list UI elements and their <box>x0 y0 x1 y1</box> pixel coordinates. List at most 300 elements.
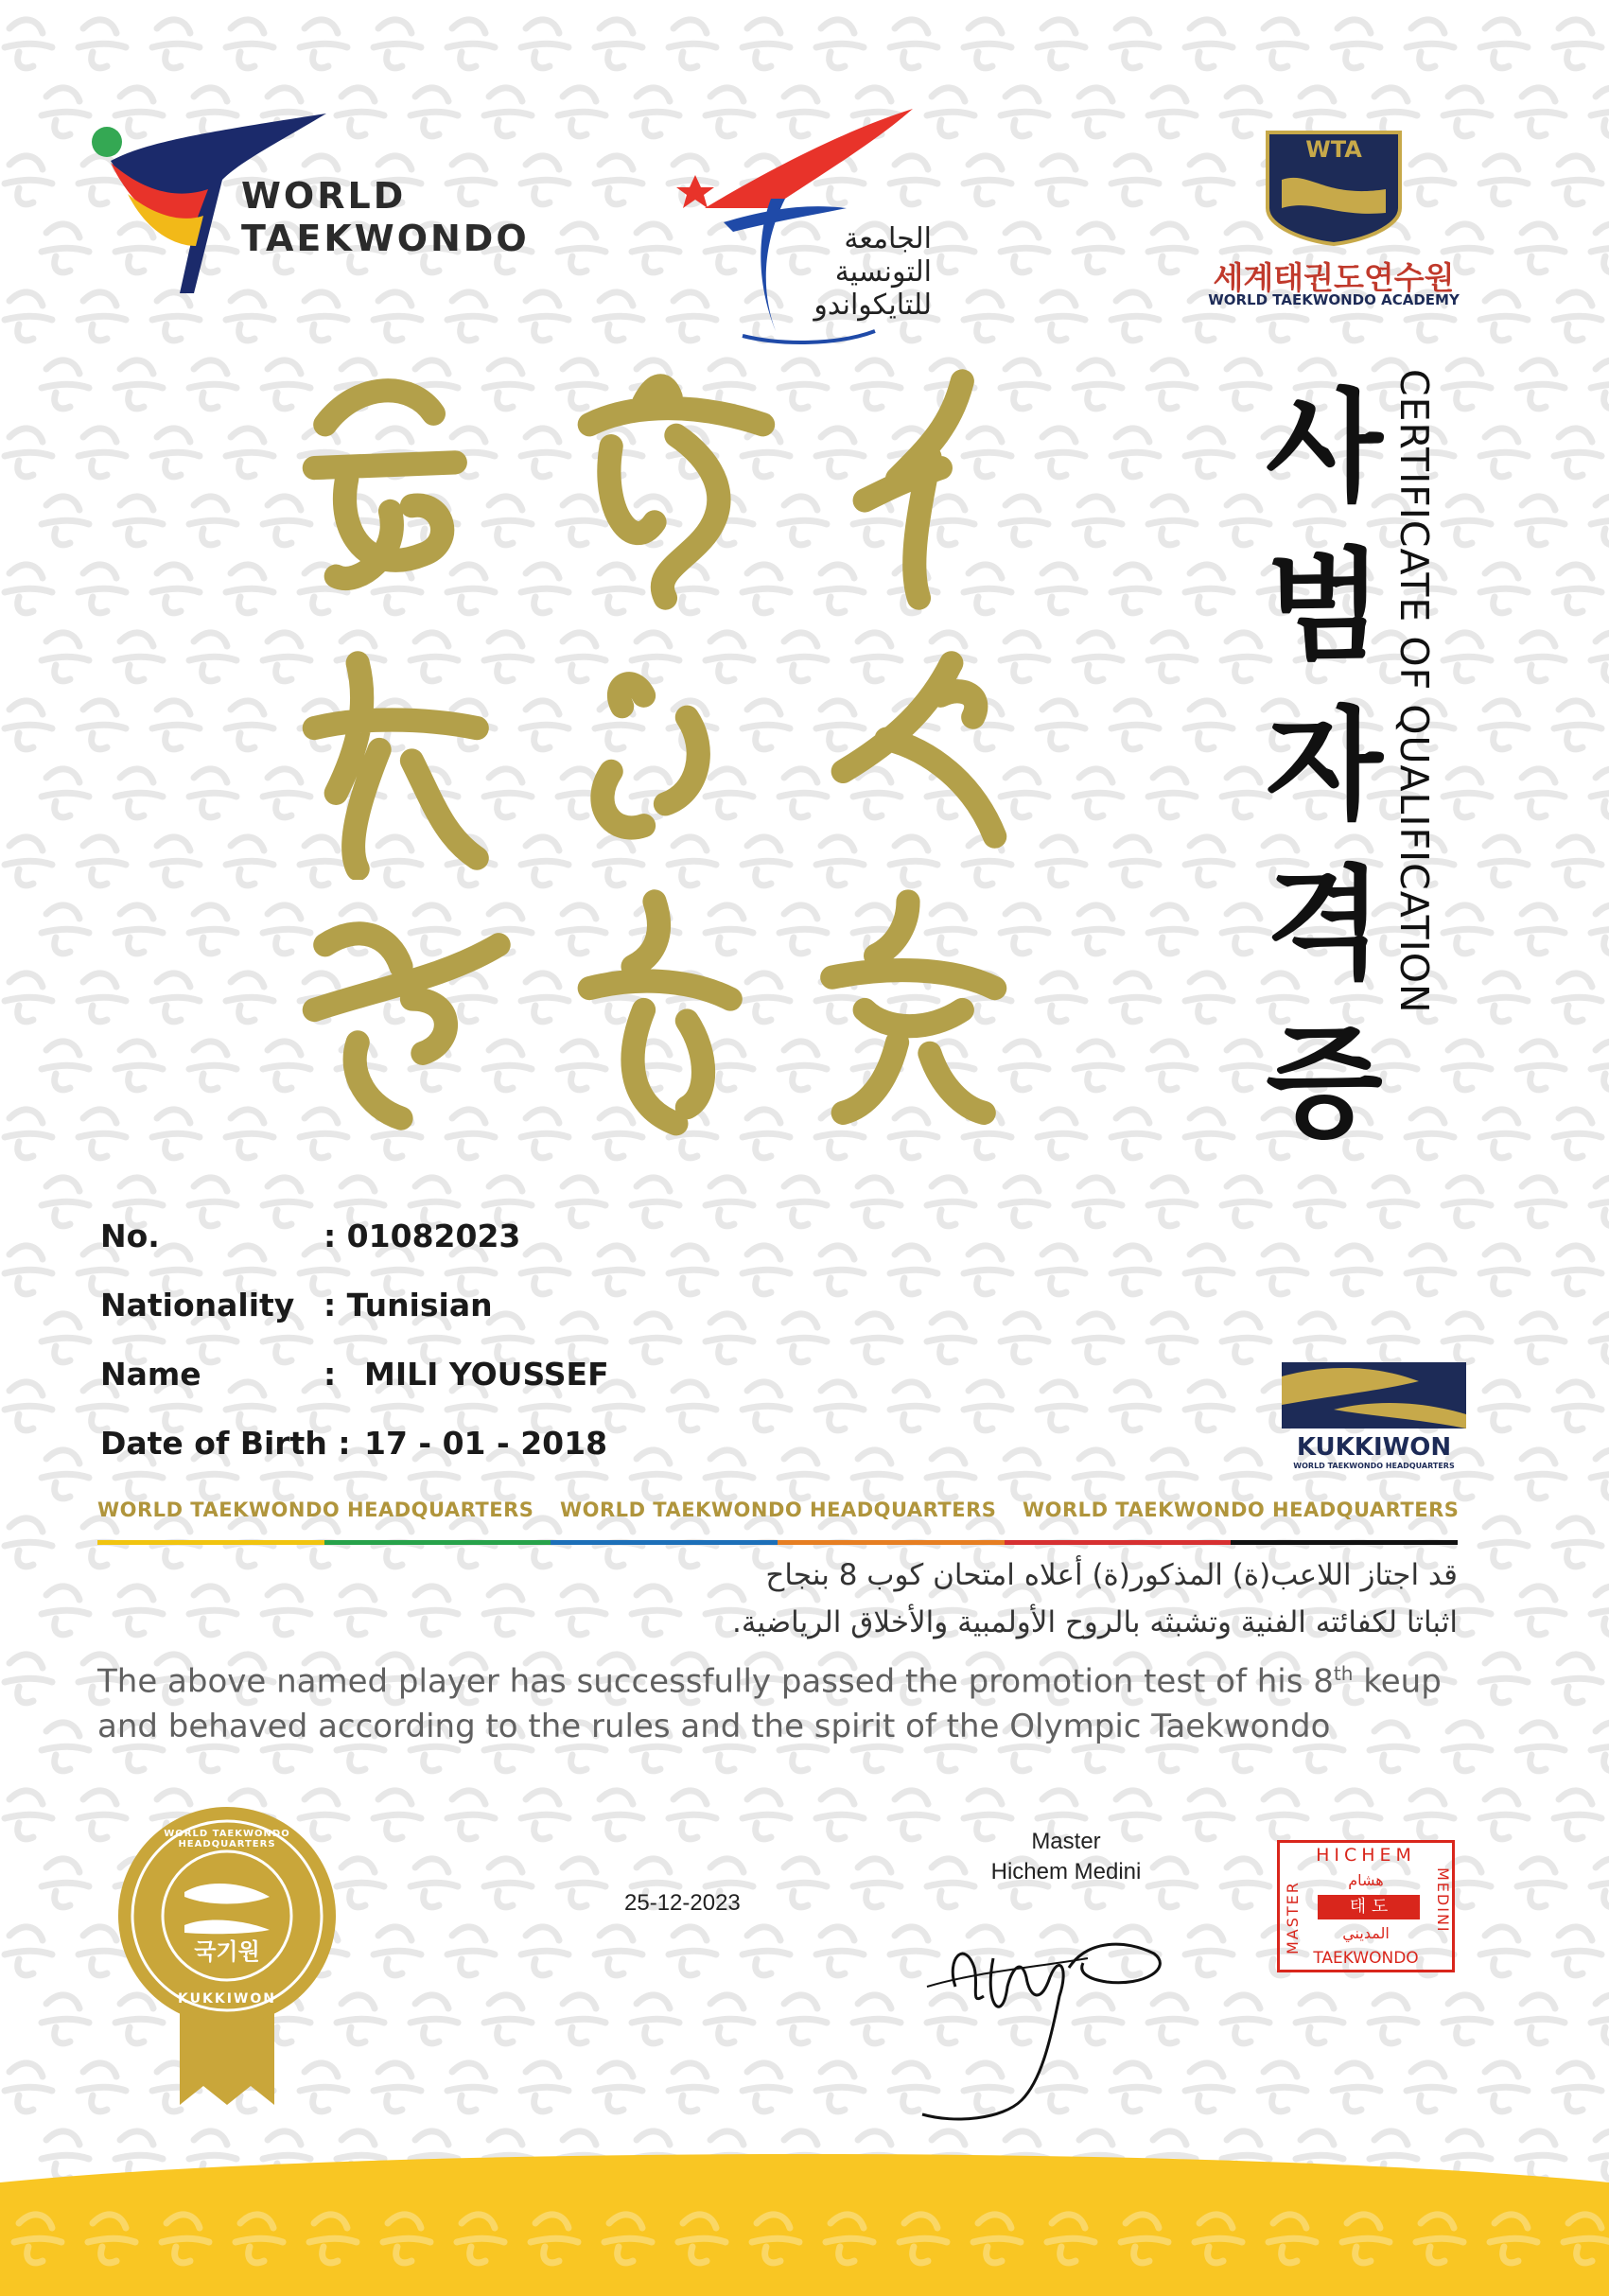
watermark-figure <box>1144 759 1200 825</box>
watermark-figure <box>1586 1167 1609 1234</box>
watermark-figure <box>1107 827 1163 893</box>
watermark-figure <box>1439 1167 1495 1234</box>
watermark-figure <box>0 146 57 212</box>
watermark-figure <box>1513 1576 1569 1642</box>
watermark-figure <box>664 1780 721 1847</box>
watermark-figure <box>812 9 868 76</box>
watermark-figure <box>0 554 57 621</box>
footer-watermark-figure <box>231 2204 288 2270</box>
watermark-figure <box>332 1985 389 2051</box>
watermark-figure <box>37 1304 94 1370</box>
tunisian-federation-logo <box>667 104 951 350</box>
watermark-figure <box>1476 1644 1532 1710</box>
watermark-figure <box>1549 1372 1606 1438</box>
watermark-figure <box>1476 1099 1532 1166</box>
watermark-figure <box>184 759 241 825</box>
watermark-figure <box>0 1236 57 1302</box>
master-stamp <box>1277 1840 1455 1972</box>
certificate-date: 25-12-2023 <box>624 1890 741 1916</box>
watermark-figure <box>1586 1712 1609 1779</box>
watermark-figure <box>0 418 57 484</box>
watermark-figure <box>184 895 241 961</box>
watermark-figure <box>1549 9 1606 76</box>
dob-value: 17 - 01 - 2018 <box>364 1425 608 1462</box>
watermark-figure <box>1513 1985 1569 2051</box>
watermark-figure <box>590 2053 647 2119</box>
watermark-figure <box>111 486 167 552</box>
watermark-figure <box>1254 2053 1311 2119</box>
watermark-figure <box>369 2053 426 2119</box>
watermark-figure <box>480 1849 536 1915</box>
watermark-figure <box>701 1985 758 2051</box>
watermark-figure <box>1586 1849 1609 1915</box>
watermark-figure <box>1254 1780 1311 1847</box>
watermark-figure <box>0 1780 57 1847</box>
watermark-figure <box>0 282 57 348</box>
watermark-figure <box>1033 554 1090 621</box>
watermark-figure <box>148 1099 204 1166</box>
watermark-figure <box>1586 1576 1609 1642</box>
color-bar-segment <box>324 1540 551 1545</box>
footer-watermark-figure <box>1042 2204 1099 2270</box>
watermark-figure <box>959 282 1016 348</box>
footer-watermark-figure <box>1264 2204 1320 2270</box>
footer-watermark-figure <box>157 2204 214 2270</box>
watermark-figure <box>1365 1985 1422 2051</box>
footer-watermark-figure <box>83 2204 140 2270</box>
watermark-figure <box>812 2053 868 2119</box>
watermark-figure <box>664 1372 721 1438</box>
watermark-figure <box>1070 759 1127 825</box>
watermark-figure <box>996 78 1053 144</box>
watermark-figure <box>553 1576 610 1642</box>
footer-watermark-figure <box>1338 2204 1394 2270</box>
watermark-figure <box>885 9 942 76</box>
watermark-figure <box>885 1236 942 1302</box>
watermark-figure <box>1144 1304 1200 1370</box>
watermark-figure <box>1328 2053 1385 2119</box>
watermark-figure <box>111 622 167 689</box>
watermark-figure <box>1513 1712 1569 1779</box>
watermark-figure <box>590 1780 647 1847</box>
stamp-arabic-bottom: المديني <box>1342 1924 1390 1942</box>
watermark-figure <box>0 1644 57 1710</box>
watermark-figure <box>1365 1167 1422 1234</box>
watermark-figure <box>922 1167 979 1234</box>
title-english: CERTIFICATE OF QUALIFICATION <box>1391 369 1437 1014</box>
nationality-value: : Tunisian <box>324 1287 493 1323</box>
stamp-bottom: TAEKWONDO <box>1313 1949 1419 1968</box>
watermark-figure <box>1513 1849 1569 1915</box>
calligraphy-figure <box>528 620 781 880</box>
watermark-figure <box>1402 1780 1459 1847</box>
watermark-figure <box>1402 1099 1459 1166</box>
watermark-figure <box>1586 486 1609 552</box>
watermark-figure <box>996 1304 1053 1370</box>
stamp-center: 태 도 <box>1318 1895 1420 1919</box>
watermark-figure <box>1033 1099 1090 1166</box>
watermark-figure <box>295 9 352 76</box>
watermark-figure <box>369 1780 426 1847</box>
watermark-figure <box>553 1985 610 2051</box>
watermark-figure <box>738 1236 795 1302</box>
title-korean-char: 증 <box>1266 1013 1383 1154</box>
watermark-figure <box>996 1167 1053 1234</box>
watermark-figure <box>1513 895 1569 961</box>
watermark-figure <box>1291 1985 1348 2051</box>
color-bar-segment <box>97 1540 324 1545</box>
watermark-figure <box>37 1985 94 2051</box>
watermark-figure <box>221 1099 278 1166</box>
watermark-figure <box>1586 1304 1609 1370</box>
watermark-figure <box>812 1780 868 1847</box>
watermark-figure <box>1070 622 1127 689</box>
watermark-figure <box>1439 895 1495 961</box>
watermark-figure <box>1070 1440 1127 1506</box>
watermark-figure <box>885 1372 942 1438</box>
calligraphy-figure <box>274 620 528 880</box>
watermark-figure <box>590 1236 647 1302</box>
signature <box>918 1902 1182 2129</box>
stamp-arabic-top: هشام <box>1348 1871 1384 1889</box>
watermark-figure <box>1181 963 1237 1029</box>
watermark-figure <box>1033 9 1090 76</box>
stamp-right: MEDINI <box>1434 1867 1452 1934</box>
calligraphy-figure <box>781 359 1035 620</box>
watermark-figure <box>37 486 94 552</box>
watermark-figure <box>1107 282 1163 348</box>
watermark-figure <box>37 1576 94 1642</box>
watermark-figure <box>516 1236 573 1302</box>
footer-watermark-figure <box>821 2204 878 2270</box>
watermark-figure <box>848 1167 905 1234</box>
no-label: No. <box>100 1218 160 1254</box>
kukkiwon-sub: WORLD TAEKWONDO HEADQUARTERS <box>1293 1462 1455 1470</box>
watermark-figure <box>221 691 278 757</box>
watermark-figure <box>1217 1167 1274 1234</box>
watermark-figure <box>74 691 131 757</box>
watermark-figure <box>74 827 131 893</box>
watermark-figure <box>590 1917 647 1983</box>
watermark-figure <box>37 622 94 689</box>
watermark-figure <box>1513 214 1569 280</box>
watermark-figure <box>0 691 57 757</box>
watermark-figure <box>369 1917 426 1983</box>
watermark-figure <box>1107 1099 1163 1166</box>
watermark-figure <box>37 1167 94 1234</box>
watermark-figure <box>1144 1031 1200 1097</box>
watermark-figure <box>148 963 204 1029</box>
watermark-figure <box>1144 622 1200 689</box>
watermark-figure <box>443 1780 499 1847</box>
watermark-figure <box>1070 895 1127 961</box>
watermark-figure <box>406 1985 463 2051</box>
watermark-figure <box>443 1917 499 1983</box>
watermark-figure <box>848 1849 905 1915</box>
watermark-figure <box>775 1304 831 1370</box>
watermark-figure <box>221 418 278 484</box>
watermark-figure <box>1107 691 1163 757</box>
watermark-figure <box>516 9 573 76</box>
watermark-figure <box>258 1576 315 1642</box>
watermark-figure <box>1476 418 1532 484</box>
watermark-figure <box>1549 1236 1606 1302</box>
watermark-figure <box>443 9 499 76</box>
watermark-figure <box>37 350 94 416</box>
wt-line2: TAEKWONDO <box>241 218 530 259</box>
watermark-figure <box>0 1508 57 1574</box>
watermark-figure <box>1549 2053 1606 2119</box>
watermark-figure <box>74 418 131 484</box>
watermark-figure <box>1586 1031 1609 1097</box>
watermark-figure <box>1476 554 1532 621</box>
watermark-figure <box>1181 1780 1237 1847</box>
footer-watermark-figure <box>1190 2204 1247 2270</box>
watermark-figure <box>1476 1372 1532 1438</box>
watermark-figure <box>1181 1099 1237 1166</box>
watermark-figure <box>0 1917 57 1983</box>
watermark-figure <box>221 554 278 621</box>
stamp-top: HICHEM <box>1316 1845 1416 1866</box>
watermark-figure <box>221 963 278 1029</box>
footer-watermark-figure <box>1411 2204 1468 2270</box>
watermark-figure <box>0 963 57 1029</box>
watermark-figure <box>148 418 204 484</box>
watermark-figure <box>1070 350 1127 416</box>
color-bar-segment <box>1231 1540 1458 1545</box>
watermark-figure <box>1549 418 1606 484</box>
watermark-figure <box>406 1576 463 1642</box>
watermark-figure <box>1181 9 1237 76</box>
watermark-figure <box>184 1167 241 1234</box>
watermark-figure <box>1476 691 1532 757</box>
watermark-figure <box>1070 1031 1127 1097</box>
watermark-figure <box>1070 486 1127 552</box>
watermark-figure <box>184 1576 241 1642</box>
watermark-figure <box>848 1985 905 2051</box>
footer-pattern <box>0 2176 1609 2296</box>
watermark-figure <box>1476 9 1532 76</box>
watermark-figure <box>885 1780 942 1847</box>
watermark-figure <box>1144 895 1200 961</box>
watermark-figure <box>1070 1304 1127 1370</box>
watermark-figure <box>664 1917 721 1983</box>
watermark-figure <box>1217 1440 1274 1506</box>
watermark-figure <box>1549 1780 1606 1847</box>
watermark-figure <box>1586 895 1609 961</box>
watermark-figure <box>1217 1849 1274 1915</box>
watermark-figure <box>1549 691 1606 757</box>
watermark-figure <box>1217 1985 1274 2051</box>
watermark-figure <box>1181 418 1237 484</box>
watermark-figure <box>1107 554 1163 621</box>
watermark-figure <box>627 1167 684 1234</box>
watermark-figure <box>996 214 1053 280</box>
footer-watermark-figure <box>526 2204 583 2270</box>
master-name: Hichem Medini <box>990 1859 1142 1884</box>
ttf-line2: التونسية <box>834 255 932 289</box>
color-bar-segment <box>1005 1540 1232 1545</box>
watermark-figure <box>627 1304 684 1370</box>
watermark-figure <box>74 554 131 621</box>
watermark-figure <box>1107 418 1163 484</box>
watermark-figure <box>775 1985 831 2051</box>
watermark-figure <box>1549 282 1606 348</box>
watermark-figure <box>1476 1917 1532 1983</box>
watermark-figure <box>184 622 241 689</box>
watermark-figure <box>332 1576 389 1642</box>
footer-watermark-figure <box>895 2204 952 2270</box>
watermark-figure <box>1476 2053 1532 2119</box>
watermark-figure <box>1513 78 1569 144</box>
dob-label: Date of Birth : <box>100 1425 351 1462</box>
calligraphy-figures <box>274 359 1031 1145</box>
watermark-figure <box>738 2053 795 2119</box>
watermark-figure <box>1181 1236 1237 1302</box>
watermark-figure <box>184 350 241 416</box>
watermark-figure <box>516 2053 573 2119</box>
kukkiwon-name: KUKKIWON <box>1296 1433 1452 1462</box>
watermark-figure <box>701 1304 758 1370</box>
watermark-figure <box>516 1917 573 1983</box>
watermark-figure <box>701 1440 758 1506</box>
footer-watermark-figure <box>600 2204 656 2270</box>
watermark-figure <box>1070 214 1127 280</box>
name-colon: : <box>324 1356 337 1393</box>
watermark-figure <box>1107 9 1163 76</box>
watermark-figure <box>1144 350 1200 416</box>
watermark-figure <box>553 1849 610 1915</box>
watermark-figure <box>922 1440 979 1506</box>
title-korean-char: 자 <box>1266 695 1383 836</box>
kukkiwon-logo <box>1277 1358 1471 1471</box>
watermark-figure <box>221 9 278 76</box>
watermark-figure <box>74 9 131 76</box>
watermark-figure <box>922 1304 979 1370</box>
watermark-figure <box>1476 1236 1532 1302</box>
footer-watermark-figure <box>673 2204 730 2270</box>
watermark-figure <box>111 759 167 825</box>
watermark-figure <box>1513 1031 1569 1097</box>
watermark-figure <box>1070 1167 1127 1234</box>
english-line-1 <box>97 1662 1442 1700</box>
stamp-left: MASTER <box>1284 1881 1302 1954</box>
watermark-figure <box>1033 963 1090 1029</box>
footer-watermark-figure <box>9 2204 66 2270</box>
wta-logo <box>1182 123 1485 312</box>
watermark-figure <box>1144 1440 1200 1506</box>
watermark-figure <box>848 1304 905 1370</box>
watermark-figure <box>37 78 94 144</box>
watermark-figure <box>1181 691 1237 757</box>
watermark-figure <box>148 554 204 621</box>
watermark-figure <box>1070 78 1127 144</box>
watermark-figure <box>1365 1712 1422 1779</box>
watermark-figure <box>1476 1780 1532 1847</box>
watermark-figure <box>775 1849 831 1915</box>
watermark-figure <box>1144 486 1200 552</box>
watermark-figure <box>775 1167 831 1234</box>
english-line-1-b: keup <box>1353 1662 1442 1701</box>
watermark-figure <box>0 827 57 893</box>
watermark-figure <box>812 1372 868 1438</box>
watermark-figure <box>1513 1440 1569 1506</box>
watermark-figure <box>812 1917 868 1983</box>
wta-badge-text: WTA <box>1305 136 1362 163</box>
watermark-figure <box>1586 622 1609 689</box>
watermark-figure <box>1144 1167 1200 1234</box>
watermark-figure <box>1549 1508 1606 1574</box>
hq-label: WORLD TAEKWONDO HEADQUARTERS <box>97 1499 534 1521</box>
watermark-figure <box>111 1576 167 1642</box>
seal-ring-top: WORLD TAEKWONDO HEADQUARTERS <box>164 1829 290 1849</box>
watermark-figure <box>1513 622 1569 689</box>
watermark-figure <box>1033 146 1090 212</box>
calligraphy-figure <box>274 880 528 1140</box>
watermark-figure <box>1033 282 1090 348</box>
watermark-figure <box>701 1167 758 1234</box>
wt-line1: WORLD <box>241 175 407 217</box>
title-korean-char: 범 <box>1266 536 1383 677</box>
watermark-figure <box>37 759 94 825</box>
calligraphy-figure <box>528 359 781 620</box>
english-line-1-sup: th <box>1333 1662 1354 1685</box>
watermark-figure <box>1476 827 1532 893</box>
watermark-figure <box>1181 1917 1237 1983</box>
watermark-figure <box>0 9 57 76</box>
watermark-figure <box>1439 1031 1495 1097</box>
watermark-figure <box>0 1372 57 1438</box>
watermark-figure <box>1181 2053 1237 2119</box>
watermark-figure <box>37 1031 94 1097</box>
watermark-figure <box>1181 1372 1237 1438</box>
watermark-figure <box>627 1985 684 2051</box>
watermark-figure <box>812 1236 868 1302</box>
footer-watermark-figure <box>1485 2204 1542 2270</box>
watermark-figure <box>221 827 278 893</box>
footer-watermark-figure <box>1559 2204 1609 2270</box>
watermark-figure <box>959 1236 1016 1302</box>
title-korean-char: 사 <box>1266 377 1383 518</box>
watermark-figure <box>184 1031 241 1097</box>
watermark-figure <box>1586 78 1609 144</box>
watermark-figure <box>738 1917 795 1983</box>
calligraphy-figure <box>781 620 1035 880</box>
watermark-figure <box>37 895 94 961</box>
watermark-figure <box>959 146 1016 212</box>
watermark-figure <box>1217 1304 1274 1370</box>
watermark-figure <box>1513 486 1569 552</box>
watermark-figure <box>148 691 204 757</box>
watermark-figure <box>1033 691 1090 757</box>
english-line-2: and behaved according to the rules and the spirit of the Olympic Taekwondo <box>97 1708 1331 1745</box>
watermark-figure <box>1549 963 1606 1029</box>
watermark-figure <box>1549 554 1606 621</box>
watermark-figure <box>1586 214 1609 280</box>
watermark-figure <box>37 1440 94 1506</box>
watermark-figure <box>1254 9 1311 76</box>
watermark-figure <box>1402 9 1459 76</box>
watermark-figure <box>1107 1372 1163 1438</box>
world-taekwondo-logo <box>90 104 544 312</box>
watermark-figure <box>1476 1508 1532 1574</box>
watermark-figure <box>37 1712 94 1779</box>
watermark-figure <box>480 1985 536 2051</box>
watermark-figure <box>1439 1712 1495 1779</box>
footer-watermark-figure <box>305 2204 361 2270</box>
watermark-figure <box>664 9 721 76</box>
watermark-figure <box>1402 1236 1459 1302</box>
